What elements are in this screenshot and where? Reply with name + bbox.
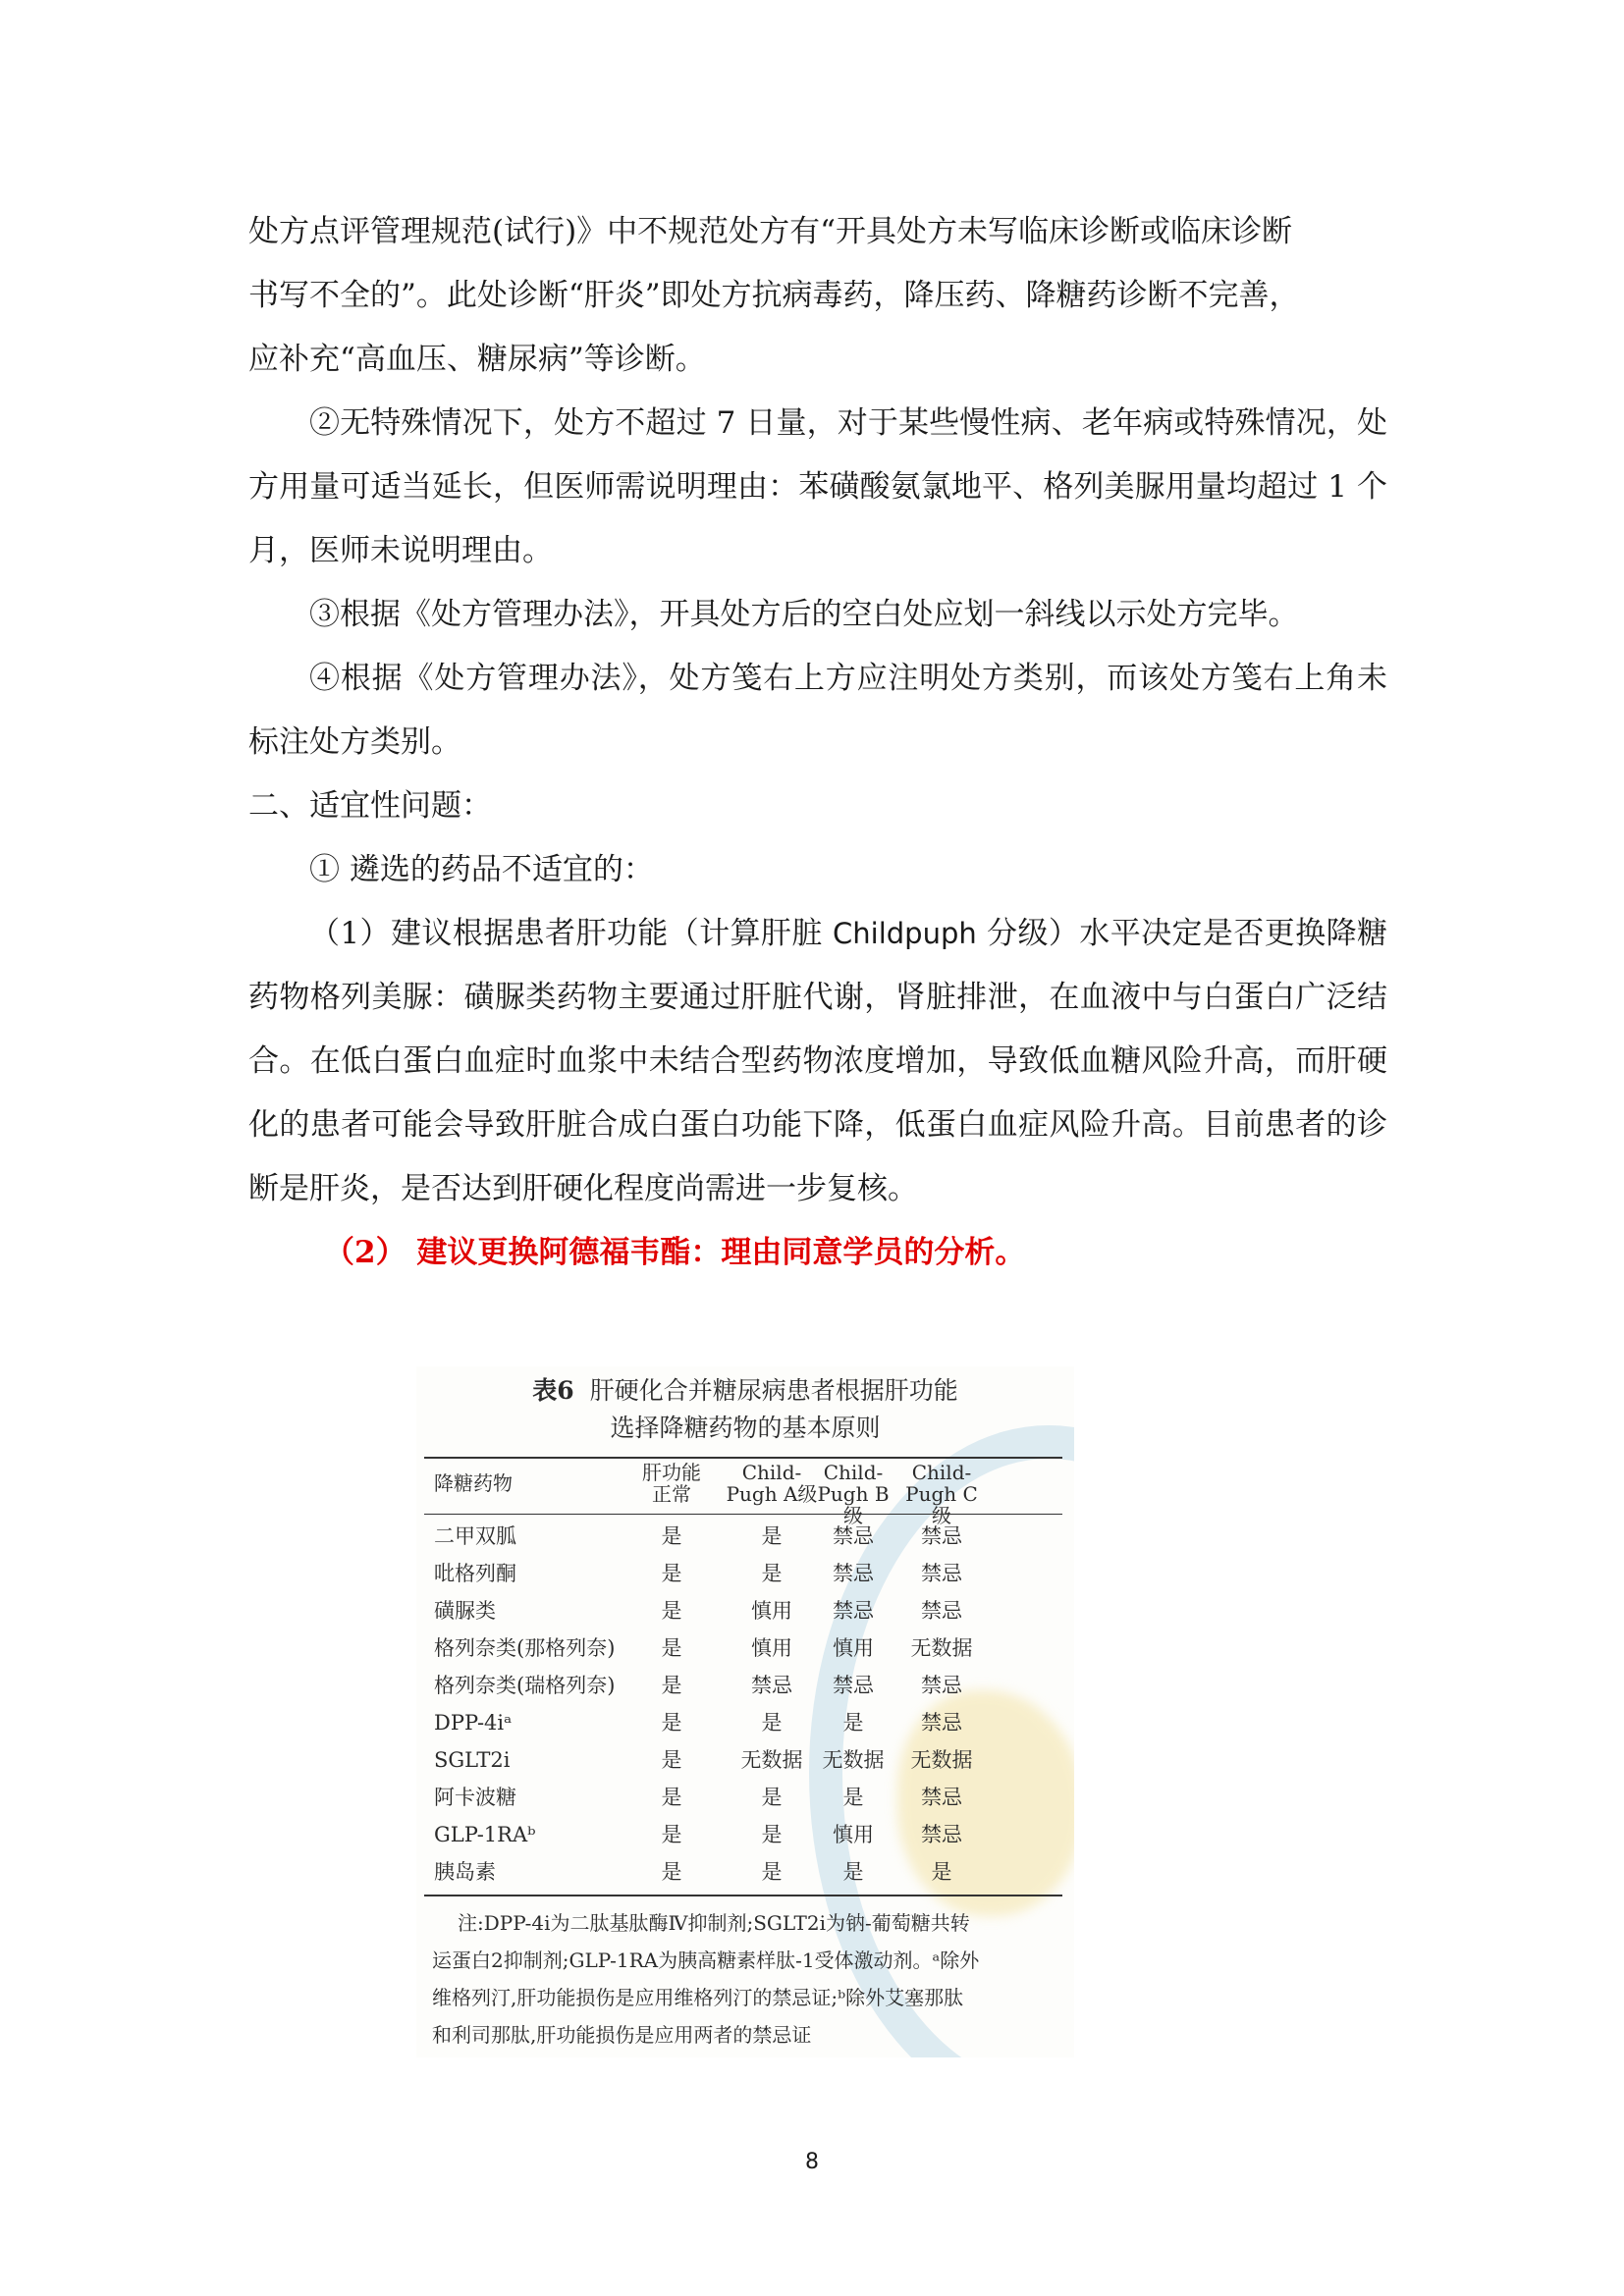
table-label: 表6 [532, 1376, 574, 1405]
table-cell: 是 [761, 1860, 783, 1884]
table-cell: 慎用 [751, 1599, 792, 1623]
subitem-2-highlight: （2） 建议更换阿德福韦酯：理由同意学员的分析。 [324, 1235, 1026, 1270]
table-header-cell: Child- Pugh C级 [905, 1461, 978, 1527]
drug-name-cell: SGLT2i [434, 1748, 511, 1772]
childpugh-term: Childpuph [833, 917, 977, 950]
list-item: ① 遴选的药品不适宜的： [309, 852, 654, 887]
table-cell: 是 [842, 1786, 864, 1809]
table-cell: 禁忌 [833, 1562, 874, 1585]
table-cell: 无数据 [910, 1636, 973, 1660]
table-cell: 是 [931, 1860, 952, 1884]
subitem-1 [248, 902, 1387, 1221]
table-cell: 是 [761, 1786, 783, 1809]
table-cell: 是 [761, 1524, 783, 1548]
table-image [416, 1366, 1074, 2057]
table-note-line: 注:DPP-4i为二肽基肽酶Ⅳ抑制剂;SGLT2i为钠-葡萄糖共转 [458, 1911, 970, 1935]
table-note-line: 运蛋白2抑制剂;GLP-1RA为胰高糖素样肽-1受体激动剂。ᵃ除外 [432, 1949, 980, 1972]
drug-name-cell: 格列奈类(那格列奈) [434, 1636, 616, 1660]
paragraph-line: 书写不全的”。此处诊断“肝炎”即处方抗病毒药，降压药、降糖药诊断不完善， [248, 278, 1300, 313]
section-heading: 二、适宜性问题： [248, 788, 492, 824]
drug-name-cell: DPP-4iᵃ [434, 1711, 513, 1735]
drug-name-cell: 阿卡波糖 [434, 1786, 516, 1809]
table-cell: 是 [661, 1748, 682, 1772]
table-cell: 是 [661, 1860, 682, 1884]
table-cell: 是 [761, 1711, 783, 1735]
subitem-1-text: 分级）水平决定是否更换降糖药物格列美脲：磺脲类药物主要通过肝脏代谢，肾脏排泄，在血液中与白蛋白广泛结合。在低白蛋白血症时血浆中未结合型药物浓度增加，导致低血糖风险升高，而肝硬化的患者可能会导致肝脏合成白蛋白功能下降，低蛋白血症风险升高。目前患者的诊断是肝炎，是否达到肝硬化程度尚需进一步复核。 [248, 916, 1387, 1206]
table-cell: 是 [661, 1823, 682, 1846]
table-header-cell: 降糖药物 [434, 1471, 513, 1495]
drug-name-cell: 格列奈类(瑞格列奈) [434, 1674, 616, 1697]
table-cell: 是 [661, 1524, 682, 1548]
table-cell: 禁忌 [921, 1711, 962, 1735]
drug-name-cell: 二甲双胍 [434, 1524, 516, 1548]
table-note-line: 和利司那肽,肝功能损伤是应用两者的禁忌证 [432, 2023, 812, 2047]
table-cell: 是 [661, 1599, 682, 1623]
table-cell: 无数据 [740, 1748, 803, 1772]
paragraph-item-4: ④根据《处方管理办法》，处方笺右上方应注明处方类别，而该处方笺右上角未标注处方类别。 [248, 661, 1387, 760]
paragraph-item-2: ②无特殊情况下，处方不超过 7 日量，对于某些慢性病、老年病或特殊情况，处方用量可适当延长，但医师需说明理由：苯磺酸氨氯地平、格列美脲用量均超过 1 个月，医师未说明理由。 [248, 405, 1387, 568]
table-cell: 是 [661, 1711, 682, 1735]
table-cell: 禁忌 [833, 1524, 874, 1548]
table-title-line2: 选择降糖药物的基本原则 [610, 1414, 881, 1442]
table-header-rule [424, 1514, 1062, 1515]
table-cell: 禁忌 [833, 1674, 874, 1697]
table-cell: 禁忌 [833, 1599, 874, 1623]
table-cell: 慎用 [833, 1636, 874, 1660]
page-number: 8 [805, 2150, 819, 2174]
table-cell: 禁忌 [921, 1786, 962, 1809]
table-cell: 禁忌 [751, 1674, 792, 1697]
table-cell: 禁忌 [921, 1599, 962, 1623]
drug-name-cell: GLP-1RAᵇ [434, 1823, 536, 1846]
table-cell: 无数据 [910, 1748, 973, 1772]
table-cell: 是 [761, 1562, 783, 1585]
table-cell: 无数据 [822, 1748, 885, 1772]
drug-name-cell: 吡格列酮 [434, 1562, 516, 1585]
table-cell: 禁忌 [921, 1674, 962, 1697]
table-cell: 是 [842, 1860, 864, 1884]
table-header-cell: Child- Pugh A级 [726, 1461, 818, 1506]
table-cell: 是 [661, 1674, 682, 1697]
table-cell: 慎用 [833, 1823, 874, 1846]
table-note-line: 维格列汀,肝功能损伤是应用维格列汀的禁忌证;ᵇ除外艾塞那肽 [432, 1986, 964, 2009]
paragraph-item-3: ③根据《处方管理办法》，开具处方后的空白处应划一斜线以示处方完毕。 [309, 597, 1299, 632]
table-cell: 禁忌 [921, 1562, 962, 1585]
body-text [248, 200, 1387, 1285]
drug-name-cell: 胰岛素 [434, 1860, 496, 1884]
paragraph-line: 处方点评管理规范(试行)》中不规范处方有“开具处方未写临床诊断或临床诊断 [248, 214, 1293, 249]
table-bottom-rule [424, 1895, 1062, 1896]
table-cell: 是 [661, 1562, 682, 1585]
table-cell: 是 [661, 1636, 682, 1660]
table-header-cell: Child- Pugh B级 [817, 1461, 890, 1527]
table-header-cell: 肝功能 正常 [642, 1461, 701, 1506]
table-cell: 慎用 [751, 1636, 792, 1660]
table-cell: 是 [842, 1711, 864, 1735]
table-cell: 禁忌 [921, 1524, 962, 1548]
table-title [416, 1372, 1074, 1410]
table-cell: 禁忌 [921, 1823, 962, 1846]
table-top-rule [424, 1457, 1062, 1459]
table-cell: 是 [761, 1823, 783, 1846]
paragraph-line: 应补充“高血压、糖尿病”等诊断。 [248, 342, 706, 377]
table-cell: 是 [661, 1786, 682, 1809]
table-title-line1: 肝硬化合并糖尿病患者根据肝功能 [589, 1376, 958, 1405]
subitem-1-prefix: （1）建议根据患者肝功能（计算肝脏 [309, 916, 834, 951]
drug-name-cell: 磺脲类 [434, 1599, 496, 1623]
